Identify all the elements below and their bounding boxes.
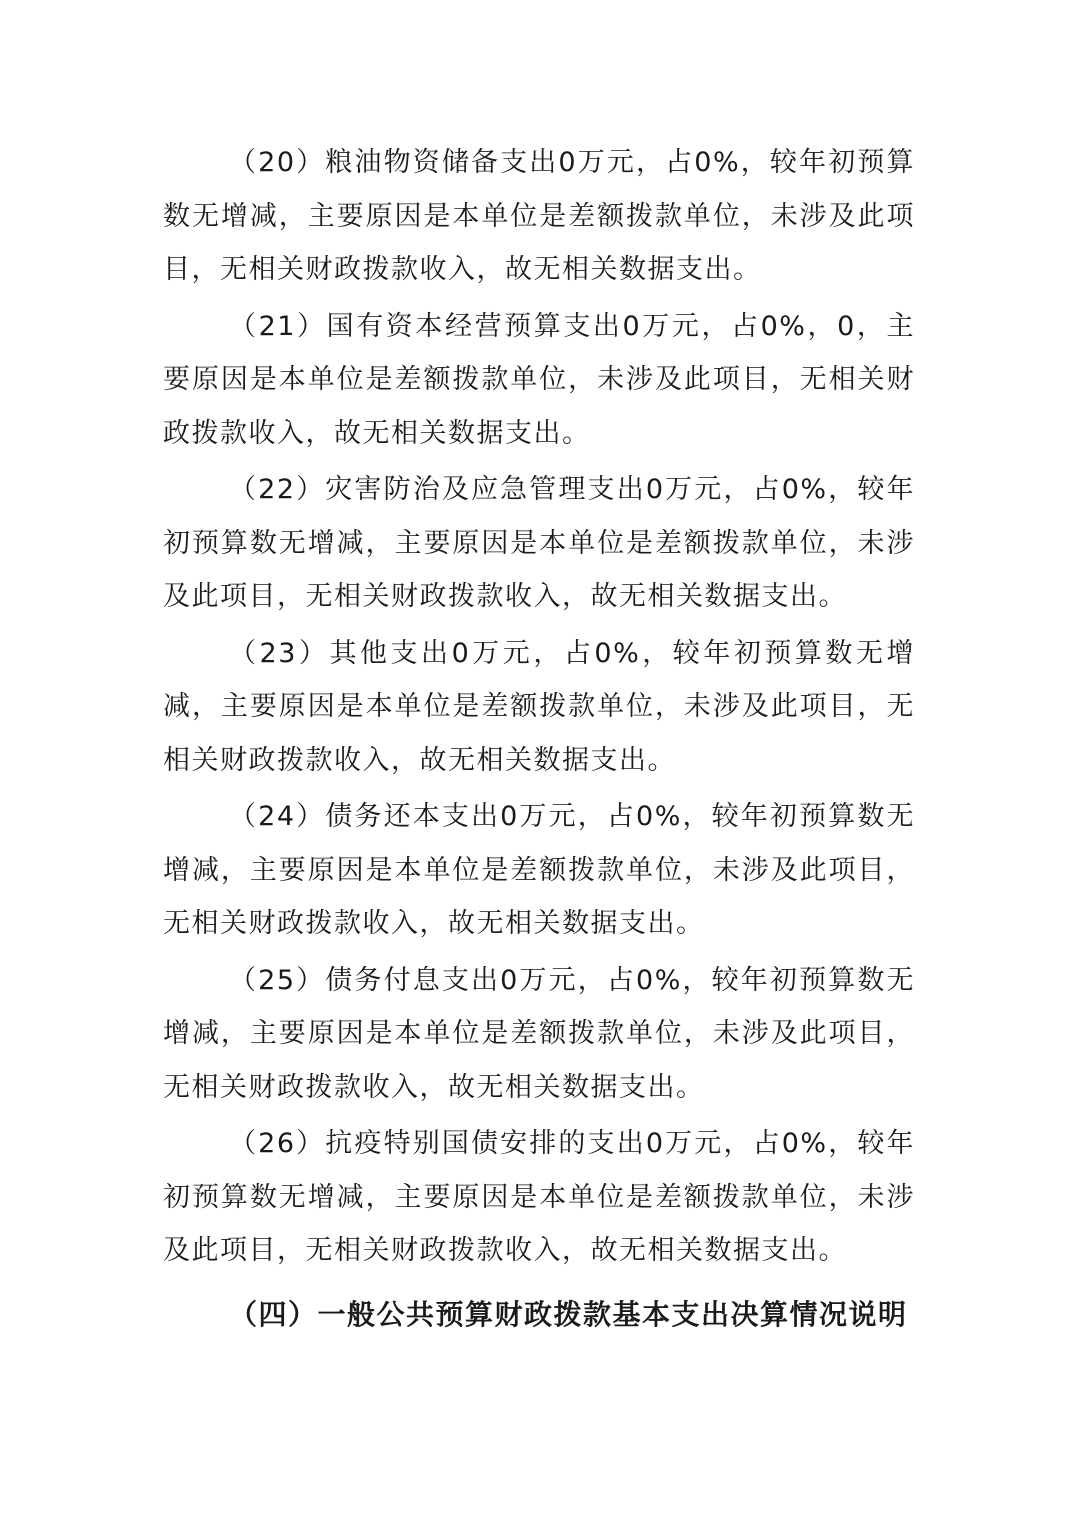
paragraph-item-24: （24）债务还本支出0万元，占0%，较年初预算数无增减，主要原因是本单位是差额拨款单位，未涉及此项目，无相关财政拨款收入，故无相关数据支出。 xyxy=(163,801,915,939)
paragraph-item-26: （26）抗疫特别国债安排的支出0万元，占0%，较年初预算数无增减，主要原因是本单位是差额拨款单位，未涉及此项目，无相关财政拨款收入，故无相关数据支出。 xyxy=(163,1128,915,1266)
document-body xyxy=(163,136,915,1281)
paragraph-item-21: （21）国有资本经营预算支出0万元，占0%，0，主要原因是本单位是差额拨款单位，未涉及此项目，无相关财政拨款收入，故无相关数据支出。 xyxy=(163,310,915,449)
paragraph-item-25: （25）债务付息支出0万元，占0%，较年初预算数无增减，主要原因是本单位是差额拨款单位，未涉及此项目，无相关财政拨款收入，故无相关数据支出。 xyxy=(163,964,915,1103)
paragraph-item-20: （20）粮油物资储备支出0万元，占0%，较年初预算数无增减，主要原因是本单位是差额拨款单位，未涉及此项目，无相关财政拨款收入，故无相关数据支出。 xyxy=(163,147,915,285)
paragraph-item-22: （22）灾害防治及应急管理支出0万元，占0%，较年初预算数无增减，主要原因是本单位是差额拨款单位，未涉及此项目，无相关财政拨款收入，故无相关数据支出。 xyxy=(163,474,915,612)
paragraph-item-23: （23）其他支出0万元，占0%，较年初预算数无增减，主要原因是本单位是差额拨款单位，未涉及此项目，无相关财政拨款收入，故无相关数据支出。 xyxy=(163,637,915,776)
section-heading: （四）一般公共预算财政拨款基本支出决算情况说明 xyxy=(229,1298,908,1331)
